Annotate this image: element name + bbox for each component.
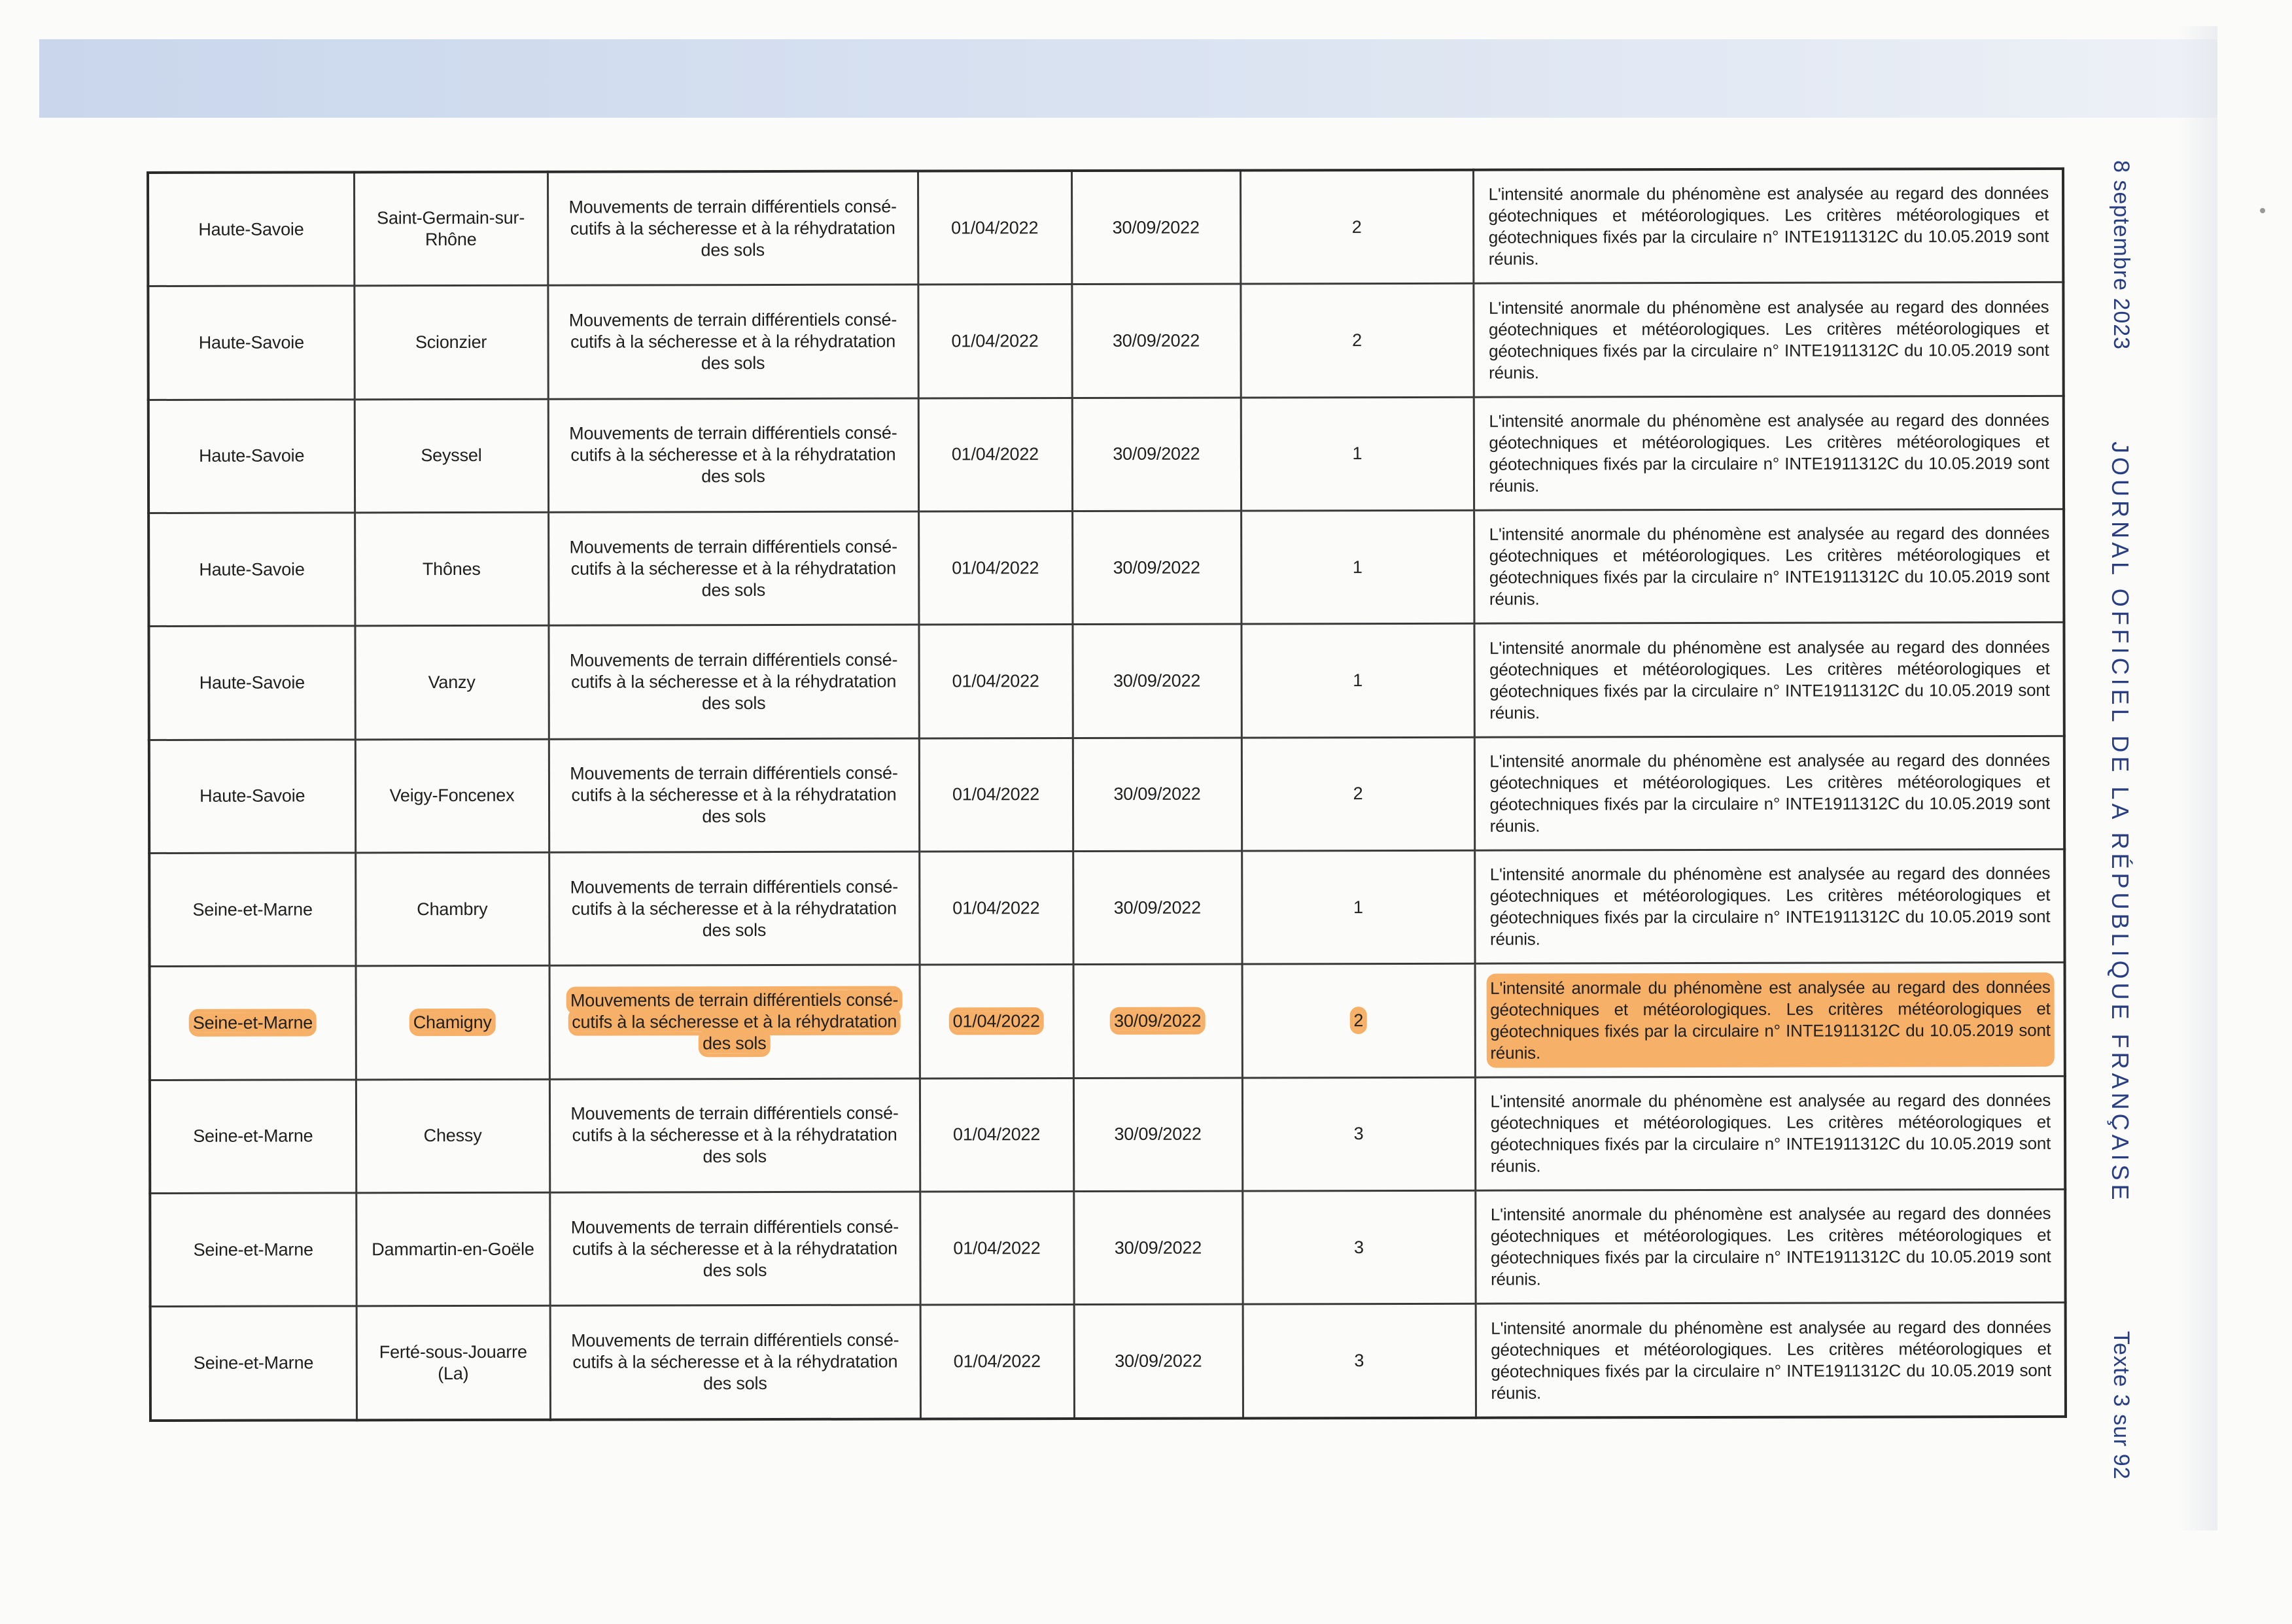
departement-cell: [150, 1080, 356, 1194]
table-body: [148, 169, 2066, 1421]
observation-cell-text: L'intensité anormale du phénomène est analysée au regard des données géotechniques et météorologiques. Les critères météorologiques et géotechniques fixés par la circulaire n° INTE1911312C du 10.05.2019 sont réunis.: [1489, 750, 2051, 836]
journal-title: JOURNAL OFFICIEL DE LA RÉPUBLIQUE FRANÇAISE: [2107, 441, 2134, 1204]
commune-cell: [355, 739, 549, 853]
date-fin-cell: [1073, 1078, 1242, 1192]
indice-cell-text: 3: [1353, 1124, 1364, 1144]
commune-cell-text: Chambry: [417, 899, 488, 919]
indice-cell-text: 3: [1353, 1237, 1364, 1257]
motif-cell: [549, 1079, 920, 1193]
table-row: [149, 849, 2064, 966]
date-debut-cell: [918, 285, 1071, 398]
commune-cell-text: Scionzier: [415, 332, 487, 353]
table-row: [150, 1189, 2065, 1306]
indice-cell: [1241, 397, 1474, 511]
indice-cell-text: 2: [1352, 330, 1362, 351]
observation-cell-text: L'intensité anormale du phénomène est analysée au regard des données géotechniques et météorologiques. Les critères météorologiques et géotechniques fixés par la circulaire n° INTE1911312C du 10.05.2019 sont réunis.: [1490, 1090, 2051, 1176]
observation-cell-text: L'intensité anormale du phénomène est analysée au regard des données géotechniques et météorologiques. Les critères météorologiques et géotechniques fixés par la circulaire n° INTE1911312C du 10.05.2019 sont réunis.: [1491, 1317, 2051, 1403]
departement-cell: [148, 172, 354, 286]
commune-cell-text: Vanzy: [428, 672, 476, 693]
commune-cell-text: Thônes: [422, 559, 481, 579]
date-debut-cell: [919, 852, 1073, 965]
date-fin-cell-text: 30/09/2022: [1113, 897, 1201, 918]
observation-cell: [1475, 963, 2065, 1077]
date-fin-cell-text: 30/09/2022: [1115, 1351, 1202, 1372]
departement-cell-text: Haute-Savoie: [200, 786, 305, 806]
table-row: [148, 283, 2063, 400]
date-fin-cell: [1073, 738, 1242, 852]
indice-cell: [1242, 964, 1475, 1078]
departement-cell: [148, 400, 355, 513]
date-fin-cell-text: 30/09/2022: [1113, 444, 1200, 464]
indice-cell: [1242, 737, 1474, 851]
date-fin-cell-text: 30/09/2022: [1112, 330, 1200, 351]
date-fin-cell-text: 30/09/2022: [1113, 557, 1200, 578]
indice-cell-text: 1: [1352, 557, 1363, 577]
motif-cell: [548, 511, 918, 626]
motif-cell-text: Mouvements de terrain différentiels consé-cutifs à la sécheresse et à la réhydratation des sols: [569, 649, 898, 714]
observation-cell: [1475, 1189, 2065, 1304]
table-row: [149, 736, 2064, 853]
commune-cell: [356, 1306, 550, 1421]
motif-cell-text: Mouvements de terrain différentiels consé-cutifs à la sécheresse et à la réhydratation des sols: [571, 1330, 899, 1394]
commune-cell: [355, 512, 548, 626]
date-debut-cell-text: 01/04/2022: [952, 1011, 1040, 1031]
table-row: [148, 509, 2064, 626]
date-debut-cell-text: 01/04/2022: [952, 1124, 1041, 1145]
date-fin-cell-text: 30/09/2022: [1113, 670, 1201, 691]
table-row: [148, 623, 2064, 740]
indice-cell-text: 1: [1352, 443, 1363, 464]
commune-cell: [355, 626, 548, 740]
commune-cell: [356, 1192, 549, 1306]
observation-cell: [1474, 736, 2064, 850]
table-row: [150, 1303, 2066, 1421]
date-fin-cell-text: 30/09/2022: [1114, 1237, 1202, 1258]
commune-cell: [356, 966, 549, 1080]
date-debut-cell: [918, 511, 1072, 625]
observation-cell: [1474, 509, 2064, 623]
publication-date: 8 septembre 2023: [2109, 160, 2134, 351]
date-fin-cell: [1074, 1304, 1243, 1419]
date-fin-cell: [1073, 964, 1242, 1078]
text-number: Texte 3 sur 92: [2109, 1331, 2134, 1480]
indice-cell-text: 2: [1353, 1011, 1364, 1031]
date-fin-cell-text: 30/09/2022: [1114, 1124, 1202, 1145]
departement-cell-text: Seine-et-Marne: [193, 1353, 314, 1373]
table-row: [148, 169, 2063, 286]
motif-cell: [549, 852, 919, 966]
commune-cell-text: Chessy: [423, 1126, 482, 1146]
indice-cell: [1241, 624, 1474, 738]
departement-cell: [149, 740, 355, 854]
commune-cell-text: Dammartin-en-Goële: [372, 1239, 534, 1260]
date-debut-cell-text: 01/04/2022: [951, 444, 1039, 464]
table-row: [150, 1076, 2065, 1193]
date-debut-cell: [920, 1192, 1073, 1305]
date-fin-cell: [1072, 511, 1241, 625]
date-debut-cell: [918, 171, 1071, 285]
observation-cell: [1473, 283, 2063, 397]
date-fin-cell: [1071, 284, 1240, 398]
observation-cell: [1474, 623, 2064, 737]
observation-cell-text: L'intensité anormale du phénomène est analysée au regard des données géotechniques et météorologiques. Les critères météorologiques et géotechniques fixés par la circulaire n° INTE1911312C du 10.05.2019 sont réunis.: [1490, 976, 2051, 1063]
date-debut-cell-text: 01/04/2022: [952, 784, 1040, 804]
indice-cell-text: 2: [1353, 784, 1363, 804]
motif-cell: [550, 1305, 920, 1419]
indice-cell: [1242, 1190, 1475, 1304]
departement-cell: [148, 513, 355, 627]
scan-top-band: [39, 39, 2217, 118]
date-debut-cell: [920, 1305, 1074, 1419]
departement-cell: [150, 966, 356, 1080]
observation-cell-text: L'intensité anormale du phénomène est analysée au regard des données géotechniques et météorologiques. Les critères météorologiques et géotechniques fixés par la circulaire n° INTE1911312C du 10.05.2019 sont réunis.: [1489, 636, 2050, 723]
date-fin-cell: [1072, 398, 1241, 511]
motif-cell-text: Mouvements de terrain différentiels consé-cutifs à la sécheresse et à la réhydratation des sols: [569, 423, 897, 487]
scan-dot: [2260, 208, 2265, 213]
commune-cell: [355, 852, 549, 966]
motif-cell-text: Mouvements de terrain différentiels consé-cutifs à la sécheresse et à la réhydratation des sols: [570, 1103, 899, 1167]
observation-cell: [1474, 396, 2064, 510]
commune-cell: [354, 172, 547, 286]
indice-cell: [1241, 510, 1474, 624]
motif-cell-text: Mouvements de terrain différentiels consé-cutifs à la sécheresse et à la réhydratation des sols: [570, 763, 898, 827]
date-fin-cell-text: 30/09/2022: [1114, 1011, 1202, 1031]
observation-cell: [1476, 1303, 2066, 1418]
commune-cell: [356, 1079, 549, 1193]
motif-cell-text: Mouvements de terrain différentiels consé-cutifs à la sécheresse et à la réhydratation des sols: [569, 536, 897, 600]
observation-cell: [1474, 849, 2064, 963]
motif-cell: [548, 398, 918, 513]
departement-cell: [148, 626, 355, 740]
arrete-table: [147, 167, 2067, 1422]
departement-cell: [150, 1193, 356, 1307]
commune-cell-text: Saint-Germain-sur-Rhône: [377, 208, 525, 250]
motif-cell-text: Mouvements de terrain différentiels consé-cutifs à la sécheresse et à la réhydratation des sols: [570, 990, 899, 1054]
date-fin-cell: [1071, 170, 1240, 285]
indice-cell: [1242, 1077, 1475, 1191]
commune-cell-text: Veigy-Foncenex: [389, 786, 515, 806]
observation-cell-text: L'intensité anormale du phénomène est analysée au regard des données géotechniques et météorologiques. Les critères météorologiques et géotechniques fixés par la circulaire n° INTE1911312C du 10.05.2019 sont réunis.: [1490, 1203, 2051, 1289]
date-debut-cell: [919, 738, 1073, 852]
commune-cell: [354, 286, 547, 400]
date-debut-cell-text: 01/04/2022: [951, 331, 1039, 351]
indice-cell-text: 1: [1353, 670, 1363, 691]
scan-sheet-edge: [2178, 26, 2217, 1530]
arrete-table-wrapper: [147, 167, 2064, 1422]
date-debut-cell: [918, 625, 1072, 738]
observation-cell-text: L'intensité anormale du phénomène est analysée au regard des données géotechniques et météorologiques. Les critères météorologiques et géotechniques fixés par la circulaire n° INTE1911312C du 10.05.2019 sont réunis.: [1489, 863, 2051, 949]
motif-cell: [548, 625, 918, 739]
date-debut-cell: [920, 1078, 1073, 1192]
motif-cell: [549, 965, 920, 1079]
date-fin-cell: [1072, 624, 1241, 738]
commune-cell-text: Chamigny: [413, 1012, 492, 1033]
motif-cell: [549, 738, 919, 853]
indice-cell-text: 1: [1353, 897, 1363, 917]
observation-cell-text: L'intensité anormale du phénomène est analysée au regard des données géotechniques et météorologiques. Les critères météorologiques et géotechniques fixés par la circulaire n° INTE1911312C du 10.05.2019 sont réunis.: [1489, 523, 2050, 609]
departement-cell-text: Seine-et-Marne: [192, 899, 313, 920]
date-debut-cell-text: 01/04/2022: [952, 897, 1040, 918]
date-debut-cell-text: 01/04/2022: [951, 217, 1039, 238]
table-row: [150, 963, 2065, 1080]
date-fin-cell-text: 30/09/2022: [1112, 217, 1200, 237]
departement-cell-text: Haute-Savoie: [199, 559, 305, 579]
motif-cell: [549, 1192, 920, 1306]
observation-cell: [1475, 1076, 2065, 1190]
motif-cell-text: Mouvements de terrain différentiels consé-cutifs à la sécheresse et à la réhydratation des sols: [568, 196, 897, 260]
motif-cell: [547, 171, 918, 286]
commune-cell: [355, 399, 548, 513]
indice-cell: [1240, 170, 1473, 285]
departement-cell: [149, 853, 355, 967]
indice-cell: [1243, 1304, 1476, 1419]
departement-cell-text: Haute-Savoie: [199, 672, 305, 693]
departement-cell-text: Seine-et-Marne: [192, 1012, 313, 1033]
motif-cell-text: Mouvements de terrain différentiels consé-cutifs à la sécheresse et à la réhydratation des sols: [570, 876, 898, 940]
observation-cell-text: L'intensité anormale du phénomène est analysée au regard des données géotechniques et météorologiques. Les critères météorologiques et géotechniques fixés par la circulaire n° INTE1911312C du 10.05.2019 sont réunis.: [1488, 183, 2049, 269]
date-fin-cell-text: 30/09/2022: [1113, 784, 1201, 804]
motif-cell-text: Mouvements de terrain différentiels consé-cutifs à la sécheresse et à la réhydratation des sols: [568, 309, 897, 373]
commune-cell-text: Seyssel: [421, 445, 482, 466]
table-row: [148, 396, 2064, 513]
observation-cell-text: L'intensité anormale du phénomène est analysée au regard des données géotechniques et météorologiques. Les critères météorologiques et géotechniques fixés par la circulaire n° INTE1911312C du 10.05.2019 sont réunis.: [1489, 409, 2049, 496]
indice-cell: [1242, 850, 1474, 964]
indice-cell: [1240, 284, 1473, 398]
date-debut-cell-text: 01/04/2022: [952, 671, 1039, 691]
departement-cell: [148, 286, 354, 400]
observation-cell-text: L'intensité anormale du phénomène est analysée au regard des données géotechniques et météorologiques. Les critères météorologiques et géotechniques fixés par la circulaire n° INTE1911312C du 10.05.2019 sont réunis.: [1488, 296, 2049, 383]
motif-cell: [547, 285, 918, 399]
date-fin-cell: [1073, 1191, 1242, 1305]
departement-cell: [150, 1306, 356, 1421]
departement-cell-text: Seine-et-Marne: [193, 1239, 313, 1260]
date-debut-cell: [918, 398, 1072, 511]
commune-cell-text: Ferté-sous-Jouarre (La): [379, 1341, 527, 1383]
departement-cell-text: Haute-Savoie: [198, 219, 304, 239]
departement-cell-text: Seine-et-Marne: [193, 1126, 313, 1147]
date-debut-cell: [920, 965, 1073, 1079]
indice-cell-text: 2: [1351, 216, 1362, 237]
departement-cell-text: Haute-Savoie: [198, 332, 304, 353]
date-fin-cell: [1073, 851, 1242, 965]
departement-cell-text: Haute-Savoie: [199, 445, 305, 466]
date-debut-cell-text: 01/04/2022: [952, 557, 1039, 578]
date-debut-cell-text: 01/04/2022: [953, 1351, 1041, 1372]
motif-cell-text: Mouvements de terrain différentiels consé-cutifs à la sécheresse et à la réhydratation des sols: [570, 1217, 899, 1280]
indice-cell-text: 3: [1354, 1351, 1364, 1371]
observation-cell: [1473, 169, 2063, 284]
date-debut-cell-text: 01/04/2022: [953, 1237, 1041, 1258]
